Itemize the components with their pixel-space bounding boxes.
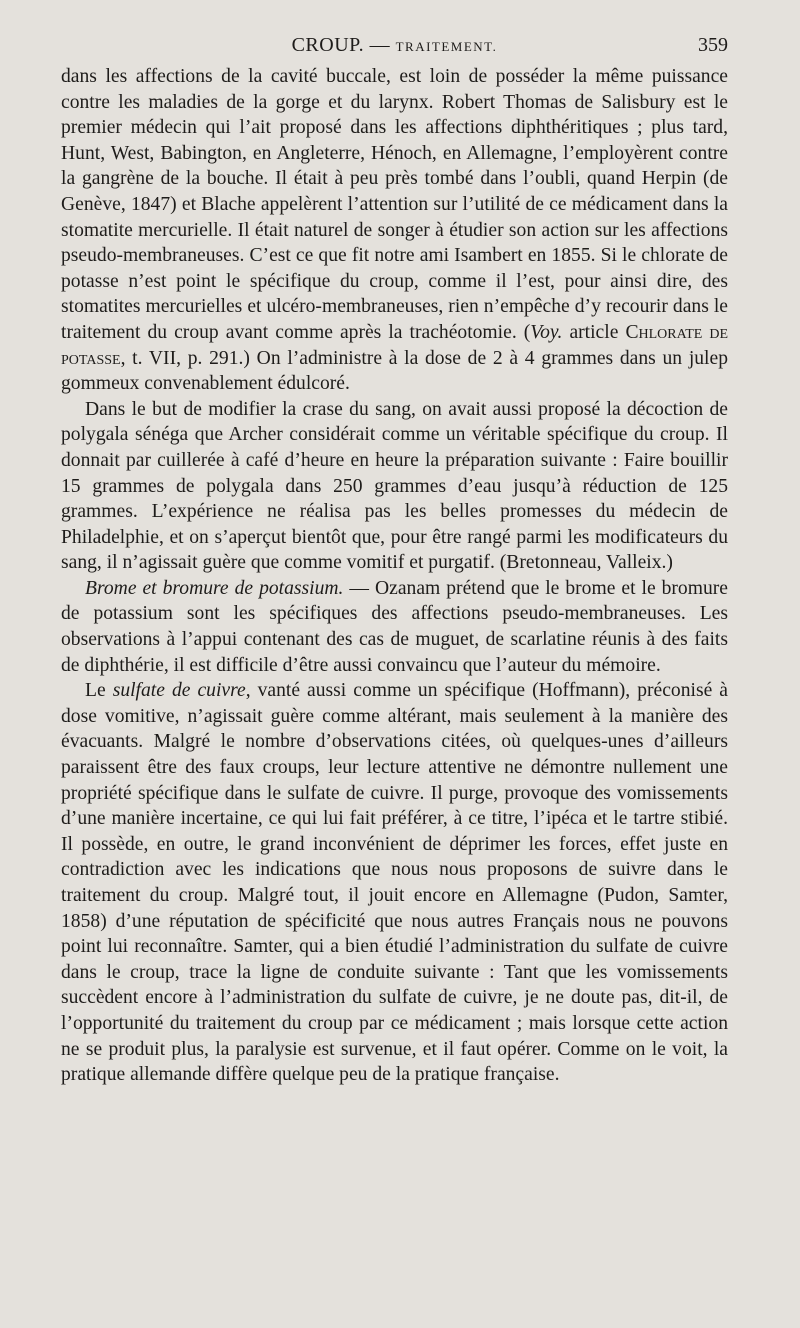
running-head-section: TRAITEMENT. <box>395 39 498 54</box>
italic-run: sulfate de cuivre <box>112 680 246 702</box>
paragraph-chlorate-potasse <box>61 64 728 397</box>
italic-run: Voy. <box>530 321 563 343</box>
running-head-dash: — <box>364 34 396 56</box>
small-caps-run: Chlorate de potasse <box>61 321 729 369</box>
paragraph-sulfate-cuivre <box>61 678 728 1088</box>
paragraph-polygala <box>61 397 728 576</box>
paragraph-brome <box>61 576 728 678</box>
running-head-title: CROUP. <box>291 34 365 56</box>
text-run: article <box>562 321 626 343</box>
text-run: Le <box>85 680 113 702</box>
text-run: , vanté aussi comme un spécifique (Hoffmann), préconisé à dose vomitive, n’agissait guère comme altérant, mais seulement à la manière des évacuants. Malgré le nombre d’observations citées, où quelques-unes d’ailleurs paraissent être des faux croups, leur lecture attentive ne démontre nullement une propriété spécifique dans le sulfate de cuivre. Il purge, provoque des vomissements d’une manière incertaine, ce qui lui fait préférer, à ce titre, l’ipéca et le tartre stibié. Il possède, en outre, le grand inconvénient de déprimer les forces, effet juste en contradiction avec les indications que nous nous proposons de suivre dans le traitement du croup. Malgré tout, il jouit encore en Allemagne (Pudon, Samter, 1858) d’une réputation de spécificité que nous autres Français nous ne pouvons point lui reconnaître. Samter, qui a bien étudié l’administration du sulfate de cuivre dans le croup, trace la ligne de conduite suivante : Tant que les vomissements succèdent encore à l’administration du sulfate de cuivre, je ne doute pas, dit-il, de l’opportunité du traitement du croup par ce médicament ; mais lorsque cette action ne se produit plus, la paralysie est survenue, et il faut opérer. Comme on le voit, la pratique allemande diffère quelque peu de la pratique française. <box>61 680 728 1086</box>
italic-run: Brome et bromure de potassium. <box>85 577 344 599</box>
text-run: , t. VII, p. 291.) On l’administre à la dose de 2 à 4 grammes dans un julep gommeux convenablement édulcoré. <box>61 347 728 395</box>
text-run: Dans le but de modifier la crase du sang, on avait aussi proposé la décoction de polygala sénéga que Archer considérait comme un véritable spécifique du croup. Il donnait par cuillerée à café d’heure en heure la préparation suivante : Faire bouillir 15 grammes de polygala dans 250 grammes d’eau jusqu’à réduction de 125 grammes. L’expérience ne réalisa pas les belles promesses du médecin de Philadelphie, et on s’aperçut bientôt que, pour être rangé parmi les modificateurs du sang, il n’agissait guère que comme vomitif et purgatif. (Bretonneau, Valleix.) <box>61 398 728 574</box>
text-run: — Ozanam prétend que le brome et le bromure de potassium sont les spécifiques des affections pseudo-membraneuses. Les observations à l’appui contenant des cas de muguet, de scarlatine réunis à des faits de diphthérie, il est difficile d’être aussi convaincu que l’auteur du mémoire. <box>61 577 728 676</box>
running-head <box>61 34 728 64</box>
page-number: 359 <box>698 34 728 56</box>
body-text <box>61 64 728 1088</box>
text-run: dans les affections de la cavité buccale, est loin de posséder la même puissance contre les maladies de la gorge et du larynx. Robert Thomas de Salisbury est le premier médecin qui l’ait proposé dans les affections diphthéritiques ; plus tard, Hunt, West, Babington, en Angleterre, Hénoch, en Allemagne, l’employèrent contre la gangrène de la bouche. Il était à peu près tombé dans l’oubli, quand Herpin (de Genève, 1847) et Blache appelèrent l’attention sur l’utilité de ce médicament dans la stomatite mercurielle. Il était naturel de songer à étudier son action sur les affections pseudo-membraneuses. C’est ce que fit notre ami Isambert en 1855. Si le chlorate de potasse n’est point le spécifique du croup, comme il l’est, pour ainsi dire, des stomatites mercurielles et ulcéro-membraneuses, rien n’empêche d’y recourir dans le traitement du croup avant comme après la trachéotomie. ( <box>61 66 728 343</box>
running-head-title-group <box>61 34 728 57</box>
